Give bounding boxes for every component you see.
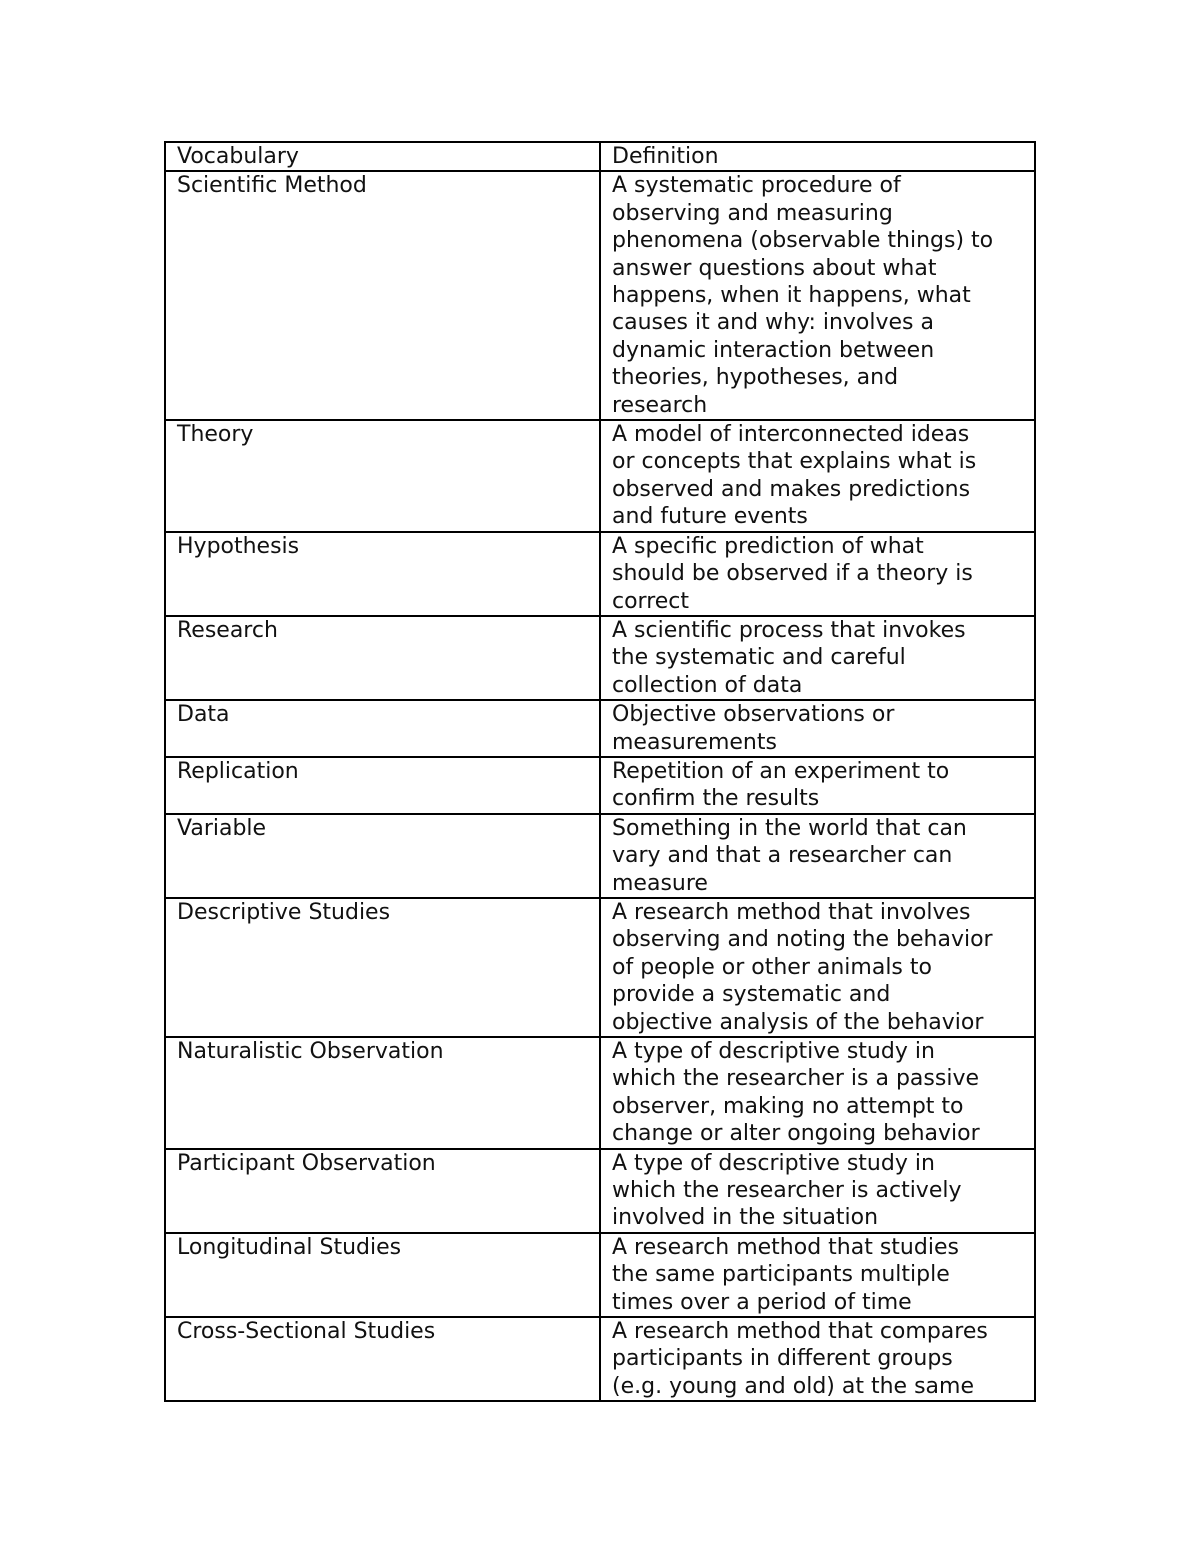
vocabulary-term: Naturalistic Observation bbox=[165, 1037, 600, 1149]
definition-text: A type of descriptive study in which the researcher is actively involved in the situation bbox=[600, 1149, 1035, 1233]
definition-text: Repetition of an experiment to confirm the results bbox=[600, 757, 1035, 814]
vocabulary-term: Scientific Method bbox=[165, 171, 600, 420]
definition-text: Something in the world that can vary and that a researcher can measure bbox=[600, 814, 1035, 898]
table-row bbox=[165, 616, 1035, 700]
definition-text: A research method that compares participants in different groups (e.g. young and old) at the same bbox=[600, 1317, 1035, 1401]
vocabulary-term: Descriptive Studies bbox=[165, 898, 600, 1037]
definition-text: A type of descriptive study in which the researcher is a passive observer, making no attempt to change or alter ongoing behavior bbox=[600, 1037, 1035, 1149]
table-row bbox=[165, 757, 1035, 814]
vocabulary-term: Replication bbox=[165, 757, 600, 814]
header-definition: Definition bbox=[600, 142, 1035, 171]
table-row bbox=[165, 898, 1035, 1037]
definition-text: A research method that involves observing and noting the behavior of people or other animals to provide a systematic and objective analysis of the behavior bbox=[600, 898, 1035, 1037]
definition-text: A research method that studies the same participants multiple times over a period of time bbox=[600, 1233, 1035, 1317]
definition-text: Objective observations or measurements bbox=[600, 700, 1035, 757]
header-vocabulary: Vocabulary bbox=[165, 142, 600, 171]
definition-text: A model of interconnected ideas or concepts that explains what is observed and makes predictions and future events bbox=[600, 420, 1035, 532]
vocabulary-term: Participant Observation bbox=[165, 1149, 600, 1233]
table-row bbox=[165, 1317, 1035, 1401]
table-row bbox=[165, 532, 1035, 616]
vocabulary-table bbox=[164, 141, 1036, 1402]
vocabulary-term: Research bbox=[165, 616, 600, 700]
table-header-row bbox=[165, 142, 1035, 171]
definition-text: A scientific process that invokes the systematic and careful collection of data bbox=[600, 616, 1035, 700]
table-row bbox=[165, 171, 1035, 420]
vocabulary-term: Longitudinal Studies bbox=[165, 1233, 600, 1317]
table-row bbox=[165, 1233, 1035, 1317]
table-row bbox=[165, 814, 1035, 898]
definition-text: A systematic procedure of observing and measuring phenomena (observable things) to answer questions about what happens, when it happens, what causes it and why: involves a dynamic interaction between theories, hypotheses, and research bbox=[600, 171, 1035, 420]
vocabulary-term: Variable bbox=[165, 814, 600, 898]
vocabulary-term: Data bbox=[165, 700, 600, 757]
definition-text: A specific prediction of what should be observed if a theory is correct bbox=[600, 532, 1035, 616]
vocabulary-term: Cross-Sectional Studies bbox=[165, 1317, 600, 1401]
table-row bbox=[165, 420, 1035, 532]
table-row bbox=[165, 700, 1035, 757]
vocabulary-term: Theory bbox=[165, 420, 600, 532]
table-row bbox=[165, 1037, 1035, 1149]
vocabulary-term: Hypothesis bbox=[165, 532, 600, 616]
table-row bbox=[165, 1149, 1035, 1233]
